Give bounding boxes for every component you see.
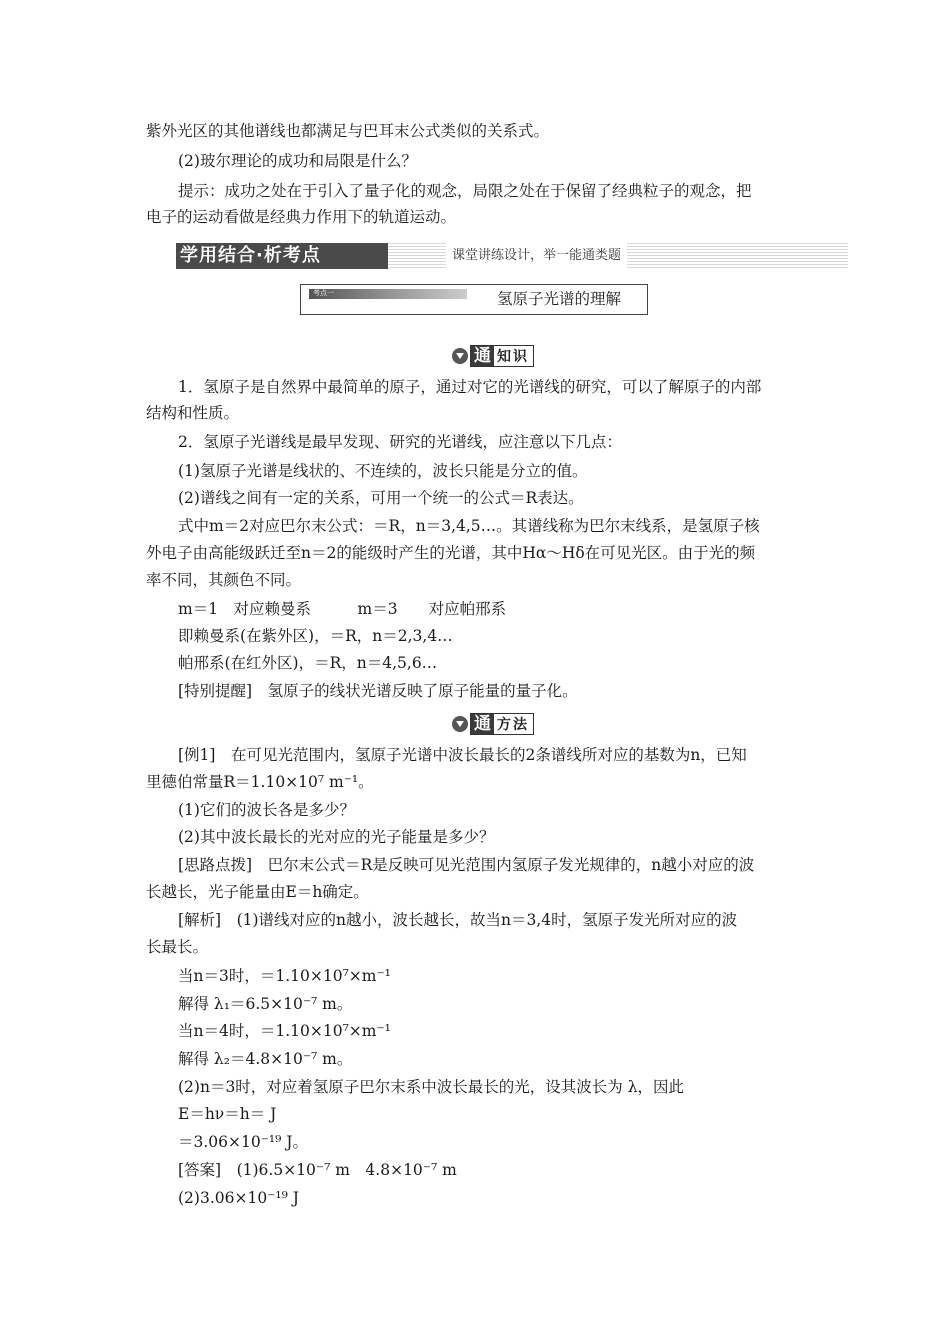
question-line: (2)玻尔理论的成功和局限是什么？ [178, 152, 417, 170]
solution-line: 长最长。 [146, 938, 209, 956]
hint-line-cont: 电子的运动看做是经典力作用下的轨道运动。 [146, 208, 457, 226]
topic-tab-label: 考点一 [313, 289, 334, 297]
solution-line: 解得 λ₁＝6.5×10⁻⁷ m。 [178, 995, 353, 1013]
topic-title: 氢原子光谱的理解 [497, 290, 622, 308]
knowledge-line: 帕邢系(在红外区)，＝R，n＝4,5,6… [178, 654, 438, 672]
knowledge-line: (2)谱线之间有一定的关系，可用一个统一的公式＝R表达。 [178, 489, 584, 507]
heading-rest: 方法 [497, 717, 529, 733]
knowledge-line: 外电子由高能级跃迁至n＝2的能级时产生的光谱，其中Hα～Hδ在可见光区。由于光的频 [146, 544, 756, 562]
knowledge-heading [452, 345, 534, 367]
example-line: 里德伯常量R＝1.10×10⁷ m⁻¹。 [146, 773, 374, 791]
knowledge-line: 结构和性质。 [146, 404, 240, 422]
solution-line: 当n＝4时，＝1.10×10⁷×m⁻¹ [178, 1022, 391, 1040]
knowledge-line: (1)氢原子光谱是线状的、不连续的，波长只能是分立的值。 [178, 462, 588, 480]
solution-line: (2)n＝3时，对应着氢原子巴尔末系中波长最长的光，设其波长为 λ，因此 [178, 1078, 685, 1096]
knowledge-line: 1．氢原子是自然界中最简单的原子，通过对它的光谱线的研究，可以了解原子的内部 [178, 378, 762, 396]
hint-line: [思路点拨] 巴尔末公式＝R是反映可见光范围内氢原子发光规律的，n越小对应的波 [178, 856, 755, 874]
knowledge-line: 即赖曼系(在紫外区)，＝R，n＝2,3,4… [178, 627, 453, 645]
method-heading [452, 713, 534, 735]
solution-line: 解得 λ₂＝4.8×10⁻⁷ m。 [178, 1050, 353, 1068]
heading-big-char: 通 [471, 714, 494, 734]
example-line: [例1] 在可见光范围内，氢原子光谱中波长最长的2条谱线所对应的基数为n，已知 [178, 746, 747, 764]
solution-line: 当n＝3时，＝1.10×10⁷×m⁻¹ [178, 967, 391, 985]
heading-big-char: 通 [471, 346, 494, 366]
triangle-icon [452, 716, 468, 732]
banner-subtitle: 课堂讲练设计，举一能通类题 [446, 243, 627, 269]
knowledge-line: 2．氢原子光谱线是最早发现、研究的光谱线，应注意以下几点： [178, 433, 622, 451]
answer-line: (2)3.06×10⁻¹⁹ J [178, 1189, 299, 1207]
topic-tab [309, 289, 467, 299]
solution-line: E＝hν＝h＝ J [178, 1105, 277, 1123]
topic-box [300, 284, 648, 315]
triangle-icon [452, 348, 468, 364]
heading-rest: 知识 [497, 349, 529, 365]
heading-box [470, 345, 534, 367]
answer-line: [答案] (1)6.5×10⁻⁷ m 4.8×10⁻⁷ m [178, 1161, 457, 1179]
example-line: (1)它们的波长各是多少？ [178, 801, 355, 819]
hint-line: 长越长，光子能量由E＝h确定。 [146, 883, 369, 901]
heading-box [470, 713, 534, 735]
example-line: (2)其中波长最长的光对应的光子能量是多少？ [178, 828, 495, 846]
knowledge-line: m＝1 对应赖曼系 m＝3 对应帕邢系 [178, 600, 507, 618]
knowledge-line: 式中m＝2对应巴尔末公式：＝R，n＝3,4,5…。其谱线称为巴尔末线系，是氢原子核 [178, 517, 760, 535]
text-line: 紫外光区的其他谱线也都满足与巴耳末公式类似的关系式。 [146, 122, 550, 140]
special-note: [特别提醒] 氢原子的线状光谱反映了原子能量的量子化。 [178, 682, 578, 700]
banner-title: 学用结合·析考点 [176, 243, 388, 269]
solution-line: [解析] (1)谱线对应的n越小，波长越长，故当n＝3,4时，氢原子发光所对应的波 [178, 911, 738, 929]
section-banner [176, 243, 848, 269]
hint-line: 提示：成功之处在于引入了量子化的观念，局限之处在于保留了经典粒子的观念，把 [178, 182, 752, 200]
solution-line: ＝3.06×10⁻¹⁹ J。 [178, 1133, 308, 1151]
knowledge-line: 率不同，其颜色不同。 [146, 571, 302, 589]
